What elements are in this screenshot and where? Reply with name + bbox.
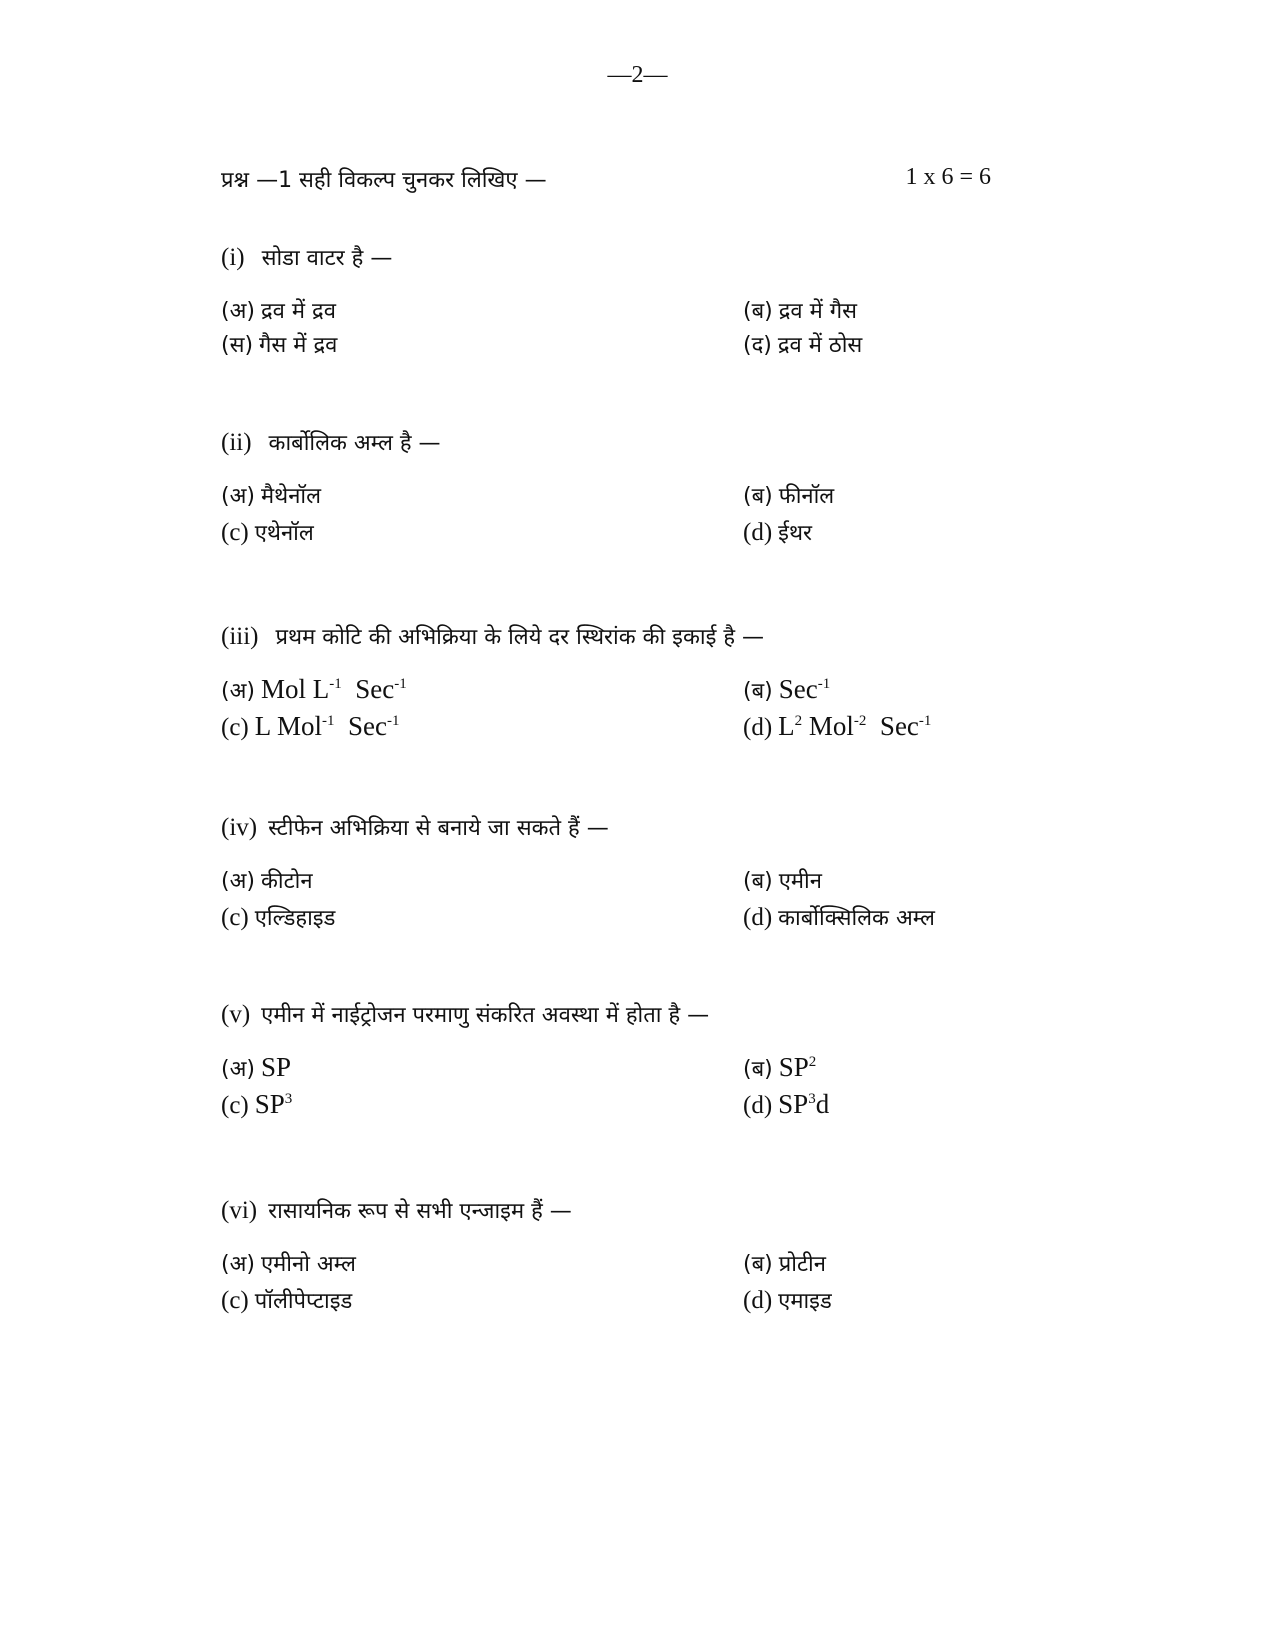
option-label: (अ) [221,679,255,704]
option-formula: Mol $L^{-1}$ Sec$^{-1}$ [260,674,407,704]
option-label: (अ) [221,869,255,894]
option-text: गैस में द्रव [259,333,338,358]
option-a [221,674,407,705]
option-text: प्रोटीन [778,1252,826,1277]
option-a [221,480,321,510]
page-number: —2— [607,62,668,88]
option-c [221,902,335,932]
question-v [221,1000,1021,1119]
option-label: (c) [221,904,249,931]
option-c [221,517,314,547]
option-text: द्रव में ठोस [777,333,863,358]
option-c [221,711,399,742]
question-number: (vi) [221,1197,258,1224]
option-formula: $SP^3d$ [778,1089,830,1119]
option-label: (अ) [221,299,255,324]
option-d [743,329,862,359]
option-d [743,711,931,742]
option-text: पॉलीपेप्टाइड [254,1289,353,1314]
option-b [743,295,857,325]
option-label: (d) [743,519,773,546]
question-text: एमीन में नाईट्रोजन परमाणु संकरित अवस्था में होता है — [261,1003,710,1028]
question-vi [221,1196,1021,1314]
option-label: (c) [221,1287,249,1314]
option-text: एमीनो अम्ल [260,1252,356,1277]
question-text: स्टीफेन अभिक्रिया से बनाये जा सकते हैं — [268,816,609,841]
option-label: (d) [743,1287,773,1314]
option-label: (ब) [743,299,773,324]
option-label: (द) [743,333,772,358]
option-text: एमीन [778,869,822,894]
question-stem [221,243,1021,273]
question-stem [221,622,1021,652]
option-formula: $SP^3$ [254,1089,293,1119]
option-text: कीटोन [260,869,313,894]
option-d [743,517,812,547]
question-stem [221,1000,1021,1030]
option-label: (अ) [221,1252,255,1277]
option-a [221,295,336,325]
option-formula: SP [260,1052,292,1082]
question-number: (i) [221,244,245,271]
option-label: (d) [743,714,773,741]
question-number: (v) [221,1001,251,1028]
question-text: रासायनिक रूप से सभी एन्जाइम हैं — [268,1199,572,1224]
option-label: (d) [743,1092,773,1119]
option-label: (ब) [743,484,773,509]
option-text: फीनॉल [778,484,835,509]
question-iii [221,622,1021,741]
question-stem [221,813,1021,843]
question-prompt: प्रश्न —1 सही विकल्प चुनकर लिखिए — [221,168,547,193]
option-b [743,1052,816,1083]
option-text: एल्डिहाइड [254,906,336,931]
option-b [743,865,822,895]
option-label: (d) [743,904,773,931]
question-stem [221,428,1021,458]
option-c [221,1285,352,1315]
option-c [221,329,337,359]
option-label: (ब) [743,1057,773,1082]
question-number: (iii) [221,623,259,650]
option-c [221,1089,292,1120]
question-header [221,164,991,194]
option-text: द्रव में गैस [778,299,858,324]
option-a [221,1248,356,1278]
option-b [743,674,830,705]
question-i [221,243,1021,358]
option-a [221,865,313,895]
option-label: (c) [221,714,249,741]
option-text: कार्बोक्सिलिक अम्ल [778,906,935,931]
option-label: (ब) [743,679,773,704]
option-formula: $SP^2$ [778,1052,817,1082]
option-b [743,1248,826,1278]
question-number: (ii) [221,429,252,456]
question-stem [221,1196,1021,1226]
option-b [743,480,834,510]
question-text: सोडा वाटर है — [261,246,393,271]
option-label: (अ) [221,1057,255,1082]
option-d [743,902,935,932]
question-text: प्रथम कोटि की अभिक्रिया के लिये दर स्थिरांक की इकाई है — [275,625,765,650]
question-number: (iv) [221,814,258,841]
option-text: मैथेनॉल [260,484,322,509]
option-label: (c) [221,519,249,546]
option-d [743,1285,832,1315]
option-label: (अ) [221,484,255,509]
option-formula: Sec$^{-1}$ [778,674,831,704]
option-text: एथेनॉल [254,521,314,546]
option-formula: $L^2$ Mol$^{-2}$ Sec$^{-1}$ [778,711,932,741]
question-ii [221,428,1021,546]
option-label: (ब) [743,869,773,894]
option-text: एमाइड [778,1289,832,1314]
question-text: कार्बोलिक अम्ल है — [268,431,441,456]
marks-scheme: 1 x 6 = 6 [905,164,991,190]
option-label: (ब) [743,1252,773,1277]
question-iv [221,813,1021,931]
option-text: द्रव में द्रव [260,299,336,324]
option-a [221,1052,291,1083]
option-d [743,1089,829,1120]
option-label: (स) [221,333,254,358]
option-label: (c) [221,1092,249,1119]
option-formula: L Mol$^{-1}$ Sec$^{-1}$ [254,711,400,741]
option-text: ईथर [778,521,813,546]
